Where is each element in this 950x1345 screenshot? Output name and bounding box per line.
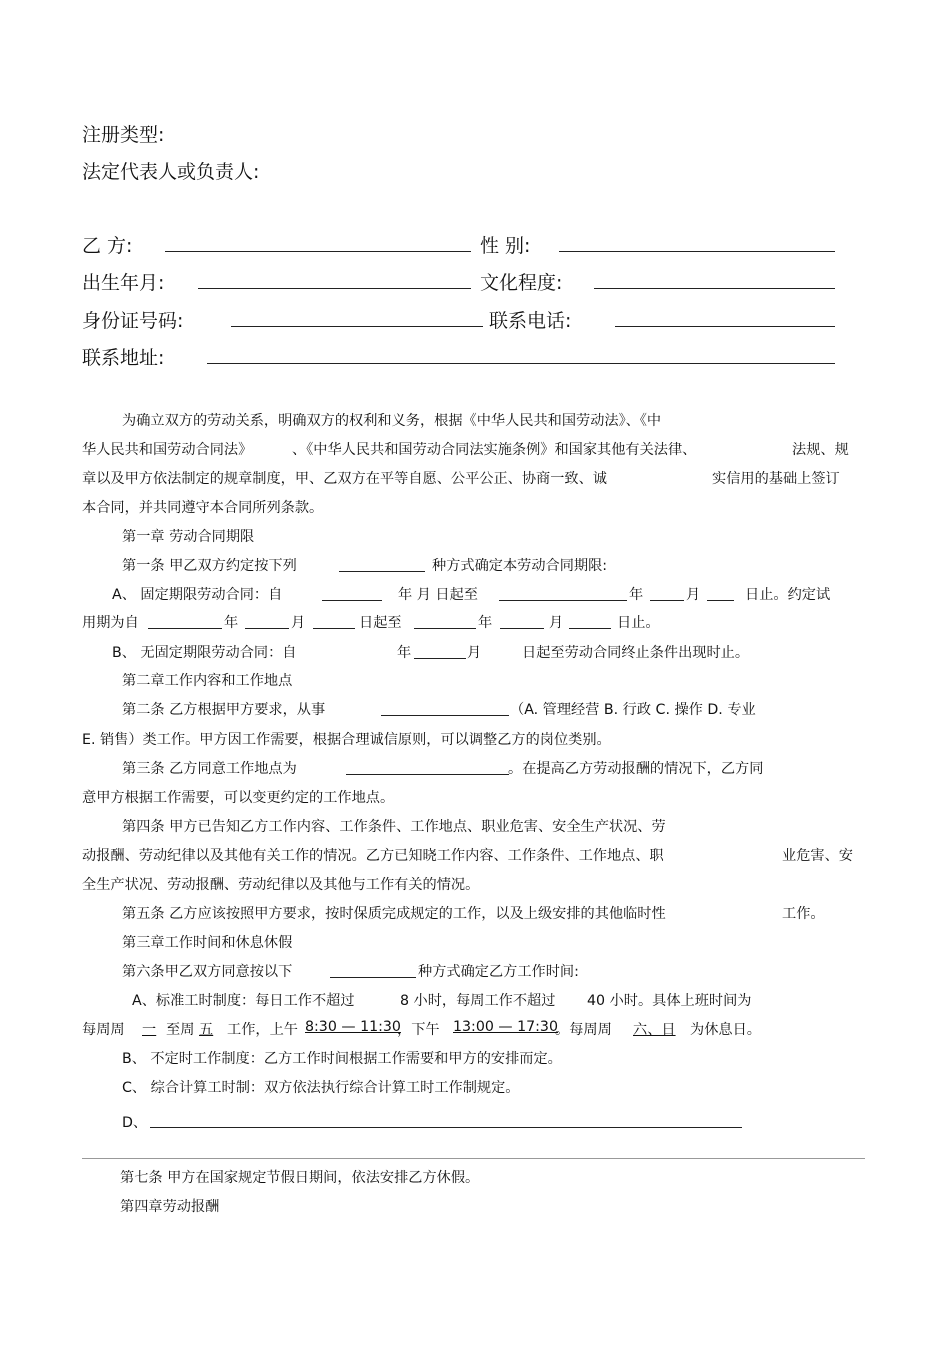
id-number-label: 身份证号码:	[82, 310, 184, 332]
id-number-field[interactable]	[231, 326, 483, 327]
article-2-text-b: （A. 管理经营 B. 行政 C. 操作 D. 专业	[510, 702, 756, 718]
address-label: 联系地址:	[82, 347, 165, 369]
morning-hours: 8:30 — 11:30	[305, 1019, 401, 1035]
preamble-line-2a: 华人民共和国劳动合同法》	[82, 442, 253, 458]
schedule-text-d: ，下午	[397, 1022, 440, 1038]
standard-hours-text-b: 8 小时，每周工作不超过	[400, 993, 556, 1009]
article-4-text-d: 全生产状况、劳动报酬、劳动纪律以及其他与工作有关的情况。	[82, 877, 480, 893]
fixed-term-text-e: 日止。约定试	[745, 587, 831, 603]
afternoon-hours: 13:00 — 17:30	[453, 1019, 558, 1035]
probation-text-d: 日起至	[359, 615, 402, 631]
probation-start-year-blank[interactable]	[148, 628, 222, 629]
option-d-blank[interactable]	[150, 1127, 742, 1128]
standard-hours-text-a: A、标准工时制度：每日工作不超过	[132, 993, 355, 1009]
phone-field[interactable]	[615, 326, 835, 327]
open-term-text-b: 年	[397, 645, 412, 661]
probation-text-b: 年	[224, 615, 239, 631]
schedule-text-b: 至周	[166, 1022, 195, 1038]
section-divider	[82, 1158, 865, 1159]
rest-days: 六、日	[633, 1022, 676, 1038]
open-term-text-a: B、 无固定期限劳动合同：自	[112, 645, 297, 661]
article-7-text: 第七条 甲方在国家规定节假日期间，依法安排乙方休假。	[120, 1170, 480, 1186]
fixed-term-end-year-blank[interactable]	[499, 600, 627, 601]
address-field[interactable]	[207, 363, 835, 364]
article-4-text-c: 业危害、安	[782, 848, 853, 864]
schedule-end-day: 五	[199, 1022, 214, 1038]
probation-end-day-blank[interactable]	[569, 628, 611, 629]
gender-label: 性 别:	[480, 235, 531, 257]
party-b-label: 乙 方:	[82, 235, 133, 257]
preamble-line-2b: 、《中华人民共和国劳动合同法实施条例》和国家其他有关法律、	[292, 442, 697, 458]
chapter-4-title: 第四章劳动报酬	[120, 1199, 220, 1215]
probation-start-month-blank[interactable]	[245, 628, 289, 629]
phone-label: 联系电话:	[489, 310, 572, 332]
preamble-line-3a: 章以及甲方依法制定的规章制度，甲、乙双方在平等自愿、公平公正、协商一致、诚	[82, 471, 607, 487]
fixed-term-end-day-blank[interactable]	[707, 600, 734, 601]
open-term-text-c: 月	[467, 645, 482, 661]
chapter-1-title: 第一章 劳动合同期限	[122, 529, 255, 545]
birth-date-label: 出生年月:	[82, 272, 165, 294]
probation-start-day-blank[interactable]	[313, 628, 355, 629]
chapter-2-title: 第二章工作内容和工作地点	[122, 673, 293, 689]
preamble-line-1: 为确立双方的劳动关系，明确双方的权利和义务，根据《中华人民共和国劳动法》、《中	[122, 413, 662, 429]
article-1-text-b: 种方式确定本劳动合同期限:	[432, 558, 608, 574]
preamble-line-3b: 实信用的基础上签订	[712, 471, 840, 487]
article-6-text-a: 第六条甲乙双方同意按以下	[122, 964, 293, 980]
standard-hours-text-c: 40 小时。具体上班时间为	[587, 993, 752, 1009]
schedule-text-a: 每周周	[82, 1022, 125, 1038]
article-1-text-a: 第一条 甲乙双方约定按下列	[122, 558, 297, 574]
schedule-text-c: 工作，上午	[227, 1022, 298, 1038]
article-3-text-a: 第三条 乙方同意工作地点为	[122, 761, 297, 777]
schedule-text-f: 为休息日。	[690, 1022, 761, 1038]
article-2-job-blank[interactable]	[381, 715, 509, 716]
gender-field[interactable]	[559, 251, 835, 252]
article-4-text-b: 动报酬、劳动纪律以及其他有关工作的情况。乙方已知晓工作内容、工作条件、工作地点、职	[82, 848, 664, 864]
article-2-text-a: 第二条 乙方根据甲方要求，从事	[122, 702, 326, 718]
fixed-term-text-c: 年	[629, 587, 644, 603]
probation-text-c: 月	[291, 615, 306, 631]
preamble-line-4: 本合同，并共同遵守本合同所列条款。	[82, 500, 324, 516]
preamble-line-2c: 法规、规	[792, 442, 849, 458]
probation-text-g: 日止。	[617, 615, 660, 631]
probation-text-a: 用期为自	[82, 615, 139, 631]
party-b-name-field[interactable]	[165, 251, 471, 252]
probation-end-year-blank[interactable]	[414, 628, 476, 629]
article-5-text-b: 工作。	[782, 906, 825, 922]
fixed-term-text-d: 月	[686, 587, 701, 603]
article-3-location-blank[interactable]	[346, 774, 509, 775]
article-4-text-a: 第四条 甲方已告知乙方工作内容、工作条件、工作地点、职业危害、安全生产状况、劳	[122, 819, 666, 835]
article-3-text-b: 。在提高乙方劳动报酬的情况下，乙方同	[508, 761, 764, 777]
education-field[interactable]	[594, 288, 835, 289]
education-label: 文化程度:	[480, 272, 563, 294]
article-6-text-b: 种方式确定乙方工作时间:	[418, 964, 579, 980]
legal-representative-label: 法定代表人或负责人:	[82, 161, 260, 183]
open-term-month-blank[interactable]	[414, 658, 466, 659]
article-5-text-a: 第五条 乙方应该按照甲方要求，按时保质完成规定的工作，以及上级安排的其他临时性	[122, 906, 666, 922]
birth-date-field[interactable]	[198, 288, 471, 289]
article-1-blank[interactable]	[339, 571, 425, 572]
probation-text-e: 年	[478, 615, 493, 631]
article-6-blank[interactable]	[330, 977, 416, 978]
fixed-term-end-month-blank[interactable]	[650, 600, 684, 601]
schedule-text-e: 。每周周	[555, 1022, 612, 1038]
option-d-label: D、	[122, 1115, 148, 1131]
registration-type-label: 注册类型:	[82, 124, 165, 146]
probation-text-f: 月	[549, 615, 564, 631]
article-2-text-c: E. 销售）类工作。甲方因工作需要，根据合理诚信原则，可以调整乙方的岗位类别。	[82, 732, 611, 748]
fixed-term-text-a: A、 固定期限劳动合同：自	[112, 587, 283, 603]
comprehensive-hours-text: C、 综合计算工时制：双方依法执行综合计算工时工作制规定。	[122, 1080, 520, 1096]
fixed-term-start-year-blank[interactable]	[322, 600, 382, 601]
flexible-hours-text: B、 不定时工作制度：乙方工作时间根据工作需要和甲方的安排而定。	[122, 1051, 562, 1067]
fixed-term-text-b: 年 月 日起至	[398, 587, 478, 603]
open-term-text-d: 日起至劳动合同终止条件出现时止。	[522, 645, 750, 661]
schedule-start-day: 一	[142, 1022, 157, 1038]
chapter-3-title: 第三章工作时间和休息休假	[122, 935, 293, 951]
article-3-text-c: 意甲方根据工作需要，可以变更约定的工作地点。	[82, 790, 395, 806]
probation-end-month-blank[interactable]	[500, 628, 544, 629]
